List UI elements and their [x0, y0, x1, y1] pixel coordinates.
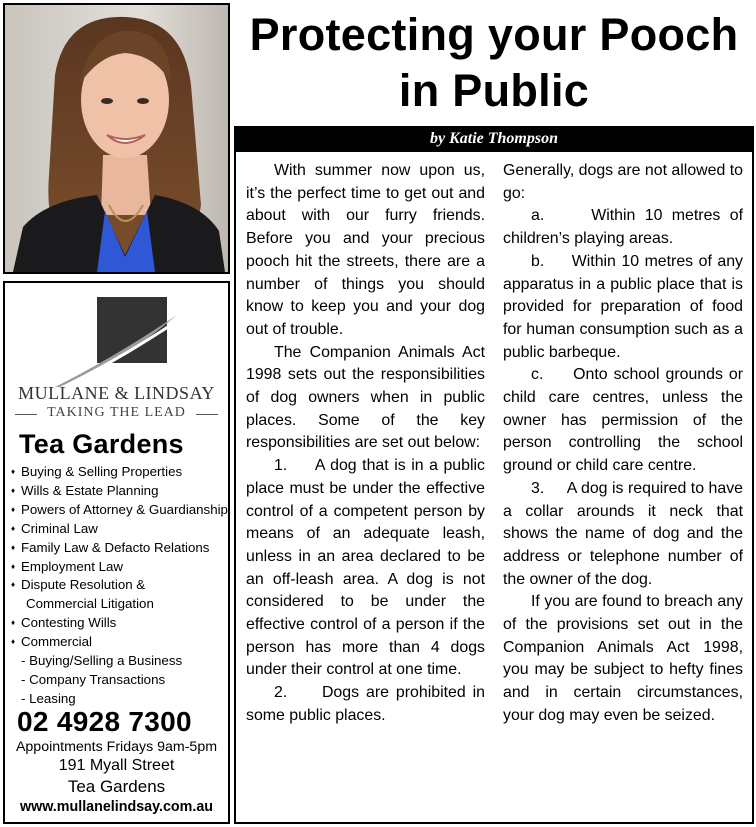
paragraph: If you are found to breach any of the provisions set out in the Companion Animals Act 1998, you may be subject to hefty fines and in certain circumstances, your dog may even be seized.	[503, 593, 743, 724]
service-item: ♦ Dispute Resolution &	[11, 576, 226, 595]
paragraph: Generally, dogs are not allowed to go:	[503, 162, 743, 202]
firm-logo-icon	[55, 297, 177, 389]
phone-number[interactable]: 02 4928 7300	[17, 706, 192, 737]
service-item: ♦ Employment Law	[11, 558, 226, 577]
firm-tagline: TAKING THE LEAD	[47, 405, 186, 420]
article-column-right	[503, 160, 743, 728]
headline-box	[234, 3, 754, 126]
services-list	[11, 463, 226, 709]
article-body	[234, 152, 754, 824]
author-photo	[3, 3, 230, 274]
firm-tagline-row	[15, 405, 218, 423]
lettered-item: a. Within 10 metres of children’s playing areas.	[503, 207, 743, 248]
article-byline: by Katie Thompson	[429, 130, 558, 147]
street-address: 191 Myall Street	[58, 757, 175, 774]
appointment-hours: Appointments Fridays 9am-5pm	[15, 739, 218, 755]
byline-bar	[234, 126, 754, 152]
website-link[interactable]: www.mullanelindsay.com.au	[19, 799, 214, 815]
paragraph: With summer now upon us, it’s the perfect time to get out and about with our furry friends. Before you and your precious pooch hit the streets, there are a number of things you should know to keep you and your dog out of trouble.	[246, 162, 485, 338]
service-subitem: - Company Transactions	[21, 671, 166, 687]
law-firm-advertisement	[3, 281, 230, 824]
article-column-left	[246, 160, 485, 728]
service-item: ♦ Wills & Estate Planning	[11, 482, 226, 501]
numbered-item: 3. A dog is required to have a collar arounds it neck that shows the name of dog and the address or telephone number of the owner of the dog.	[503, 479, 743, 588]
service-item: ♦ Family Law & Defacto Relations	[11, 539, 226, 558]
suburb-address: Tea Gardens	[67, 777, 166, 796]
lettered-item: b. Within 10 metres of any apparatus in a public place that is provided for preparation of food for human consumption such as a public barbeque.	[503, 252, 743, 361]
service-item: ♦ Contesting Wills	[11, 614, 226, 633]
service-item: ♦ Buying & Selling Properties	[11, 463, 226, 482]
paragraph: The Companion Animals Act 1998 sets out the responsibilities of dog owners when in public places. Some of the key responsibilities are set out below:	[246, 343, 485, 452]
service-subitem: - Leasing	[21, 690, 76, 706]
numbered-item: 1. A dog that is in a public place must be under the effective control of a competent person by means of an adequate leash, unless in an area declared to be an off-leash area. A dog is not considered to be under the effective control of a person if the person has more than 4 dogs under their control at one time.	[246, 457, 485, 679]
service-item-continued: Commercial Litigation	[26, 596, 154, 612]
service-item: ♦ Commercial	[11, 633, 226, 652]
numbered-item: 2. Dogs are prohibited in some public places.	[246, 684, 485, 724]
firm-name: MULLANE & LINDSAY	[18, 383, 215, 403]
service-item: ♦ Criminal Law	[11, 520, 226, 539]
lettered-item: c. Onto school grounds or child care centres, unless the owner has permission of the person controlling the school ground or child care centre.	[503, 366, 743, 475]
author-portrait-image	[5, 5, 228, 272]
service-subitem: - Buying/Selling a Business	[21, 653, 183, 669]
office-location-title: Tea Gardens	[19, 429, 184, 459]
article-headline: Protecting your Pooch in Public	[249, 9, 739, 116]
service-item: ♦ Powers of Attorney & Guardianship	[11, 501, 226, 520]
tagline-rule-right	[196, 414, 218, 415]
